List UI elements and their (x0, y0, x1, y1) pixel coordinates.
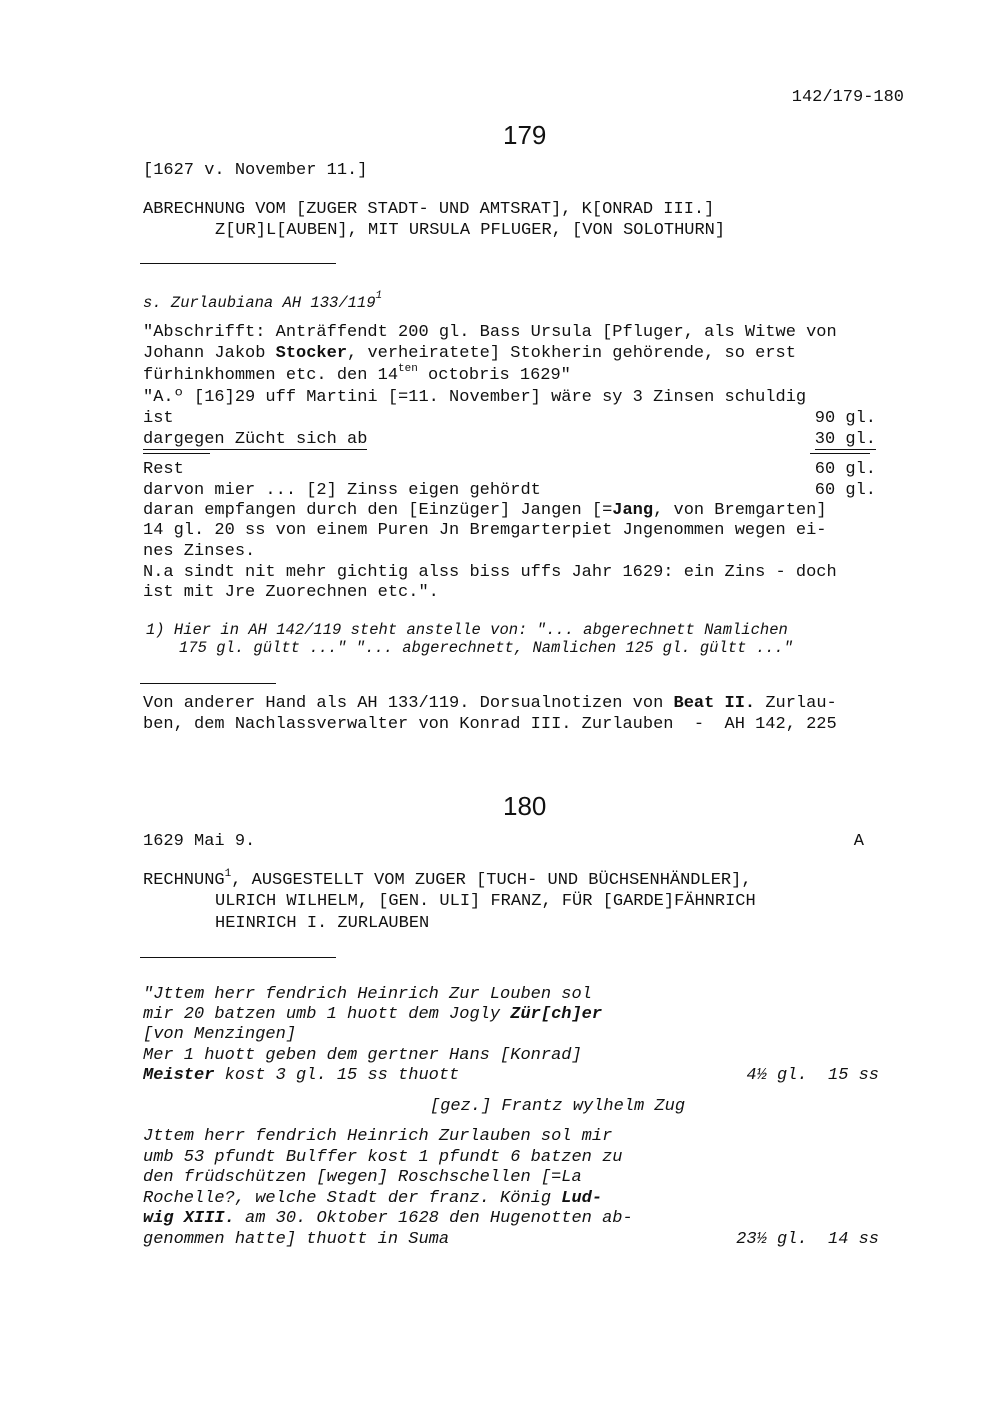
section-divider (140, 263, 336, 264)
doc180-title-line-2: ULRICH WILHELM, [GEN. ULI] FRANZ, FÜR [GARDE]FÄHNRICH (215, 892, 756, 911)
doc179-quote-line-8-label: darvon mier ... [2] Zinss eigen gehördt (143, 481, 541, 500)
doc179-amount-90: 90 gl. (814, 409, 876, 428)
doc179-quote-line-6-label: dargegen Zücht sich ab (143, 430, 368, 449)
doc180-entry1-line-5: Meister kost 3 gl. 15 ss thuott (143, 1066, 460, 1085)
underline-left (143, 453, 210, 454)
doc180-entry1-line-1: "Jttem herr fendrich Heinrich Zur Louben sol (143, 985, 592, 1004)
document-number-180: 180 (503, 791, 547, 821)
doc179-quote-line-4: "A.º [16]29 uff Martini [=11. November] wäre sy 3 Zinsen schuldig (143, 388, 807, 407)
doc179-note-line-2: ben, dem Nachlassverwalter von Konrad III. Zurlauben - AH 142, 225 (143, 715, 837, 734)
doc180-letter: A (853, 832, 864, 851)
doc179-quote-line-3: fürhinkhommen etc. den $14^{ten}$ octobris 1629" (143, 363, 571, 385)
doc179-amount-30: 30 gl. (814, 430, 876, 449)
doc180-entry2-line-4: Rochelle?, welche Stadt der franz. König Lud- (143, 1189, 603, 1208)
doc180-entry2-line-3: den früdschützen [wegen] Roschschellen [=La (143, 1168, 582, 1187)
page-reference: 142/179-180 (791, 88, 904, 107)
document-number-179: 179 (503, 120, 547, 150)
doc180-entry1-line-4: Mer 1 huott geben dem gertner Hans [Konrad] (143, 1046, 582, 1065)
doc180-entry1-line-2: mir 20 batzen umb 1 huott dem Jogly Zür[ch]er (143, 1005, 603, 1024)
doc179-quote-line-12: N.a sindt nit mehr gichtig alss biss uffs Jahr 1629: ein Zins - doch (143, 563, 837, 582)
doc180-entry2-line-1: Jttem herr fendrich Heinrich Zurlauben sol mir (143, 1127, 613, 1146)
doc179-quote-line-13: ist mit Jre Zuorechnen etc.". (143, 583, 439, 602)
doc179-quote-line-10: 14 gl. 20 ss von einem Puren Jn Bremgarterpiet Jngenommen wegen ei- (143, 521, 827, 540)
doc180-entry2-line-5: wig XIII. am 30. Oktober 1628 den Hugenotten ab- (143, 1209, 633, 1228)
doc180-title-line-1: RECHNUNG$^1$, AUSGESTELLT VOM ZUGER [TUCH- UND BÜCHSENHÄNDLER], (143, 868, 752, 890)
doc180-entry2-line-2: umb 53 pfundt Bulffer kost 1 pfundt 6 batzen zu (143, 1148, 623, 1167)
doc179-quote-line-1: "Abschrifft: Anträffendt 200 gl. Bass Ursula [Pfluger, als Witwe von (143, 323, 837, 342)
doc180-entry1-line-3: [von Menzingen] (143, 1025, 297, 1044)
underline-right (810, 453, 870, 454)
doc179-quote-line-5-label: ist (143, 409, 174, 428)
doc179-quote-line-9: daran empfangen durch den [Einzüger] Jangen [=Jang, von Bremgarten] (143, 501, 827, 520)
doc179-footnote-line-1: 1) Hier in AH 142/119 steht anstelle von: "... abgerechnett Namlichen (146, 621, 788, 639)
doc179-date: [1627 v. November 11.] (143, 161, 368, 180)
doc180-entry2-amount: 23½ gl. 14 ss (736, 1230, 879, 1249)
doc180-entry1-amount: 4½ gl. 15 ss (746, 1066, 879, 1085)
doc179-note-line-1: Von anderer Hand als AH 133/119. Dorsualnotizen von Beat II. Zurlau- (143, 694, 837, 713)
doc180-date: 1629 Mai 9. (143, 832, 256, 851)
doc179-quote-line-2: Johann Jakob Stocker, verheiratete] Stokherin gehörende, so erst (143, 344, 796, 363)
section-divider-2 (140, 957, 336, 958)
doc179-quote-line-7-label: Rest (143, 460, 184, 479)
doc179-quote-line-11: nes Zinses. (143, 542, 256, 561)
footnote-divider (140, 683, 276, 684)
doc179-amount-rest: 60 gl. (814, 460, 876, 479)
doc180-title-line-3: HEINRICH I. ZURLAUBEN (215, 914, 430, 933)
doc180-signature: [gez.] Frantz wylhelm Zug (430, 1097, 686, 1116)
doc180-entry2-line-6: genommen hatte] thuott in Suma (143, 1230, 450, 1249)
doc179-title-line-2: Z[UR]L[AUBEN], MIT URSULA PFLUGER, [VON SOLOTHURN] (215, 221, 726, 240)
doc179-title-line-1: ABRECHNUNG VOM [ZUGER STADT- UND AMTSRAT], K[ONRAD III.] (143, 200, 715, 219)
doc179-footnote-line-2: 175 gl. gültt ..." "... abgerechnett, Namlichen 125 gl. gültt ..." (179, 639, 793, 657)
doc179-source: s. Zurlaubiana AH $133/119^1$ (143, 290, 383, 312)
doc179-amount-60: 60 gl. (814, 481, 876, 500)
